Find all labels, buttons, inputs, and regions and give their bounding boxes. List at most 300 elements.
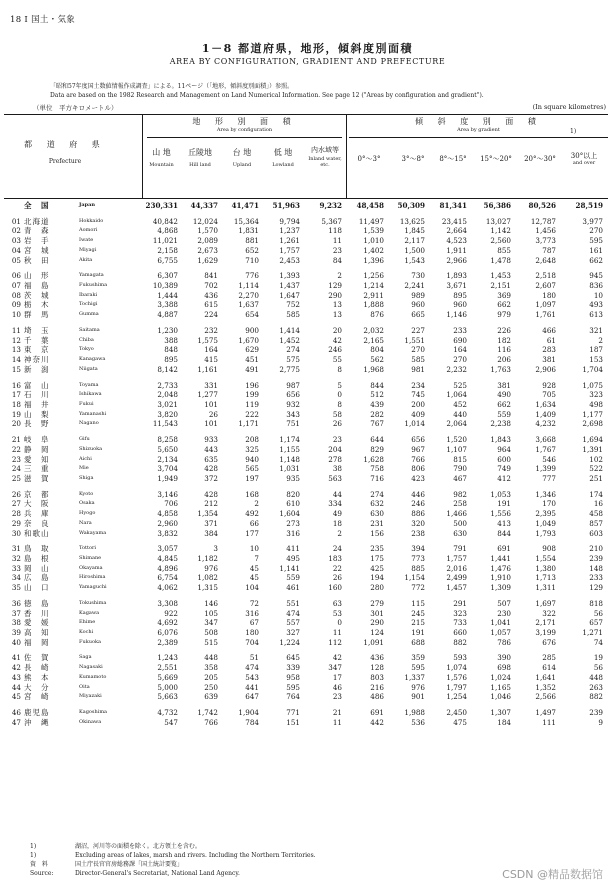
cell-value: 690: [453, 335, 467, 345]
cell-value: 230,331: [145, 201, 178, 210]
cell-value: 285: [542, 653, 556, 663]
col-inland-water: 内水域等 Inland water, etc.: [308, 146, 342, 169]
cell-value: 945: [589, 271, 603, 281]
cell-value: 278: [328, 454, 342, 464]
pref-name-en: Fukushima: [79, 282, 108, 289]
cell-value: 23: [332, 245, 342, 255]
cell-value: 282: [370, 409, 384, 419]
cell-value: 613: [589, 310, 603, 320]
cell-value: 105: [204, 608, 218, 618]
cell-value: 1,041: [490, 618, 511, 628]
table-body: [4, 201, 608, 728]
cell-value: 987: [286, 380, 300, 390]
cell-value: 411: [286, 544, 300, 554]
cell-value: 129: [328, 281, 342, 291]
cell-value: 347: [328, 663, 342, 673]
pref-name-ja: 栃 木: [24, 300, 50, 310]
cell-value: 1,315: [197, 583, 218, 593]
cell-value: 3,021: [157, 399, 178, 409]
cell-value: 559: [286, 573, 300, 583]
cell-value: 2,775: [279, 364, 300, 374]
cell-value: 1,539: [363, 226, 384, 236]
cell-value: 745: [411, 390, 425, 400]
pref-name-en: Oita: [79, 683, 90, 690]
cell-value: 180: [245, 628, 259, 638]
cell-value: 1,409: [535, 409, 556, 419]
cell-value: 446: [411, 489, 425, 499]
pref-name-ja: 福 島: [24, 281, 50, 291]
pref-code: 08: [11, 290, 21, 300]
cell-value: 818: [589, 598, 603, 608]
cell-value: 84: [332, 255, 342, 265]
cell-value: 1,074: [446, 663, 467, 673]
cell-value: 2,450: [446, 708, 467, 718]
cell-value: 67: [249, 618, 259, 628]
cell-value: 716: [370, 473, 384, 483]
cell-value: 886: [411, 509, 425, 519]
cell-value: 565: [245, 464, 259, 474]
cell-value: 428: [204, 489, 218, 499]
pref-code: 17: [11, 390, 21, 400]
cell-value: 1,214: [363, 281, 384, 291]
cell-value: 301: [370, 608, 384, 618]
cell-value: 908: [542, 544, 556, 554]
cell-value: 1,271: [582, 628, 603, 638]
cell-value: 2,673: [197, 245, 218, 255]
area-data-table: [4, 201, 608, 728]
cell-value: 40,842: [152, 216, 178, 226]
cell-value: 230: [497, 608, 511, 618]
cell-value: 702: [204, 281, 218, 291]
cell-value: 2,032: [363, 325, 384, 335]
cell-value: 441: [245, 682, 259, 692]
table-row: [4, 246, 608, 256]
pref-name-en: Aichi: [79, 455, 92, 462]
pref-name-ja: 鹿児島: [24, 708, 50, 718]
cell-value: 1,141: [279, 563, 300, 573]
cell-value: 3,671: [446, 281, 467, 291]
cell-value: 733: [453, 618, 467, 628]
cell-value: 1,148: [279, 454, 300, 464]
col-mountain: 山 地 Mountain: [149, 148, 174, 168]
cell-value: 2,664: [446, 226, 467, 236]
config-header-en: Area by configuration: [216, 126, 273, 133]
cell-value: 3,199: [535, 628, 556, 638]
cell-value: 11: [332, 717, 342, 727]
cell-value: 1,500: [404, 245, 425, 255]
cell-value: 15,364: [233, 216, 259, 226]
pref-name-en: Tokyo: [79, 346, 94, 353]
cell-value: 1,968: [363, 364, 384, 374]
cell-value: 639: [204, 692, 218, 702]
pref-name-ja: 鳥 取: [24, 544, 50, 554]
cell-value: 1,091: [363, 637, 384, 647]
cell-value: 210: [589, 544, 603, 554]
pref-name-ja: 長 崎: [24, 663, 50, 673]
cell-value: 2,395: [535, 509, 556, 519]
cell-value: 112: [328, 637, 342, 647]
table-row: [4, 599, 608, 609]
pref-name-ja: 岩 手: [24, 236, 50, 246]
cell-value: 23: [332, 435, 342, 445]
cell-value: 2,232: [446, 364, 467, 374]
cell-value: 1,647: [279, 290, 300, 300]
cell-value: 3: [213, 544, 218, 554]
cell-value: 1,845: [404, 226, 425, 236]
pref-name-ja: 山 梨: [24, 409, 50, 419]
cell-value: 764: [286, 692, 300, 702]
pref-name-en: Okayama: [79, 564, 103, 571]
cell-value: 334: [328, 499, 342, 509]
pref-code: 10: [11, 310, 21, 320]
cell-value: 56: [593, 608, 603, 618]
cell-value: 614: [542, 663, 556, 673]
cell-value: 4,858: [157, 509, 178, 519]
table-row: [4, 519, 608, 529]
cell-value: 1,576: [446, 672, 467, 682]
pref-code: 34: [11, 573, 21, 583]
cell-value: 42: [332, 653, 342, 663]
cell-value: 191: [411, 628, 425, 638]
cell-value: 595: [286, 682, 300, 692]
cell-value: 8,258: [157, 435, 178, 445]
watermark: CSDN @精品数据馆: [502, 868, 603, 881]
cell-value: 758: [370, 464, 384, 474]
cell-value: 331: [204, 380, 218, 390]
pref-name-ja: 佐 賀: [24, 653, 50, 663]
gradient-group-rule: [349, 137, 608, 138]
cell-value: 263: [589, 682, 603, 692]
table-row: [4, 310, 608, 320]
cell-value: 6,076: [157, 628, 178, 638]
pref-name-en: Aomori: [79, 227, 98, 234]
cell-value: 3,668: [535, 435, 556, 445]
table-row: [4, 663, 608, 673]
cell-value: 940: [245, 454, 259, 464]
pref-code: 35: [11, 583, 21, 593]
pref-name-ja: 奈 良: [24, 518, 50, 528]
pref-name-en: Niigata: [79, 365, 98, 372]
pref-name-en: Gifu: [79, 436, 90, 443]
cell-value: 234: [411, 380, 425, 390]
cell-value: 1,637: [238, 300, 259, 310]
cell-value: 1,742: [197, 708, 218, 718]
cell-value: 1,911: [446, 245, 467, 255]
cell-value: 4,896: [157, 563, 178, 573]
cell-value: 932: [286, 399, 300, 409]
cell-value: 3,704: [157, 464, 178, 474]
cell-value: 660: [453, 628, 467, 638]
cell-value: 191: [497, 499, 511, 509]
pref-name-ja: 高 知: [24, 628, 50, 638]
cell-value: 2,551: [157, 663, 178, 673]
cell-value: 557: [286, 618, 300, 628]
pref-name-en: Ehime: [79, 619, 96, 626]
cell-value: 4,692: [157, 618, 178, 628]
pref-code: 03: [11, 236, 21, 246]
table-row: [4, 419, 608, 429]
pref-name-ja: 大 分: [24, 682, 50, 692]
cell-value: 829: [370, 444, 384, 454]
cell-value: 1,444: [157, 290, 178, 300]
cell-value: 1,456: [535, 226, 556, 236]
table-row: [4, 256, 608, 266]
pref-name-en: Kanagawa: [79, 356, 106, 363]
cell-value: 1,629: [197, 255, 218, 265]
cell-value: 200: [411, 399, 425, 409]
pref-code: 06: [11, 271, 21, 281]
cell-value: 3,146: [157, 489, 178, 499]
cell-value: 522: [589, 464, 603, 474]
pref-code: 37: [11, 608, 21, 618]
table-row: [4, 271, 608, 281]
table-row: [4, 544, 608, 554]
cell-value: 928: [542, 380, 556, 390]
col-lowland: 低 地 Lowland: [272, 148, 294, 168]
cell-value: 72: [249, 598, 259, 608]
cell-value: 46: [332, 682, 342, 692]
cell-value: 48,458: [356, 201, 384, 210]
cell-value: 205: [204, 672, 218, 682]
cell-value: 551: [286, 598, 300, 608]
cell-value: 146: [204, 598, 218, 608]
cell-value: 895: [453, 290, 467, 300]
cell-value: 1,311: [535, 583, 556, 593]
cell-value: 58: [332, 409, 342, 419]
pref-code: 02: [11, 226, 21, 236]
cell-value: 710: [245, 255, 259, 265]
cell-value: 358: [204, 663, 218, 673]
pref-code: 38: [11, 618, 21, 628]
cell-value: 233: [453, 325, 467, 335]
cell-value: 1,414: [279, 325, 300, 335]
cell-value: 101: [204, 419, 218, 429]
cell-value: 175: [370, 554, 384, 563]
cell-value: 323: [453, 608, 467, 618]
cell-value: 1,053: [490, 489, 511, 499]
cell-value: 425: [370, 563, 384, 573]
config-header: [147, 117, 342, 133]
table-row: [4, 400, 608, 410]
cell-value: 53: [332, 608, 342, 618]
cell-value: 1,146: [446, 310, 467, 320]
cell-value: 118: [328, 226, 342, 236]
table-row: [4, 509, 608, 519]
cell-value: 1,097: [535, 300, 556, 310]
pref-code: 41: [11, 653, 21, 663]
cell-value: 381: [497, 380, 511, 390]
pref-name-en: Kagoshima: [79, 709, 108, 716]
cell-value: 197: [245, 473, 259, 483]
cell-value: 1,237: [279, 226, 300, 236]
table-row: [4, 217, 608, 227]
cell-value: 652: [245, 245, 259, 255]
cell-value: 495: [286, 554, 300, 563]
cell-value: 1,767: [535, 444, 556, 454]
pref-name-en: Miyazaki: [79, 693, 102, 700]
cell-value: 691: [370, 708, 384, 718]
table-row: [4, 474, 608, 484]
cell-value: 42: [332, 335, 342, 345]
cell-value: 4,732: [157, 708, 178, 718]
cell-value: 251: [589, 473, 603, 483]
cell-value: 751: [286, 419, 300, 429]
cell-value: 316: [286, 528, 300, 538]
cell-value: 22: [332, 563, 342, 573]
unit-label-ja: （単位 平方キロメートル）: [33, 104, 118, 112]
cell-value: 657: [589, 618, 603, 628]
cell-value: 409: [411, 409, 425, 419]
cell-value: 1,888: [363, 300, 384, 310]
cell-value: 291: [453, 598, 467, 608]
cell-value: 2,453: [279, 255, 300, 265]
header-divider: [346, 115, 347, 198]
pref-code: 05: [11, 255, 21, 265]
cell-value: 1,543: [404, 255, 425, 265]
cell-value: 440: [453, 409, 467, 419]
cell-value: 2,064: [446, 419, 467, 429]
cell-value: 1,575: [197, 335, 218, 345]
cell-value: 323: [589, 390, 603, 400]
cell-value: 56,386: [483, 201, 511, 210]
cell-value: 280: [370, 583, 384, 593]
cell-value: 1,904: [238, 708, 259, 718]
cell-value: 115: [411, 598, 425, 608]
col-hill: 丘陵地 Hill land: [188, 148, 212, 168]
pref-name-ja: 香 川: [24, 608, 50, 618]
cell-value: 1,155: [279, 444, 300, 454]
cell-value: 635: [204, 454, 218, 464]
cell-value: 339: [286, 663, 300, 673]
cell-value: 691: [497, 544, 511, 554]
cell-value: 2,499: [446, 573, 467, 583]
pref-name-en: Kagawa: [79, 609, 100, 616]
cell-value: 508: [204, 628, 218, 638]
cell-value: 1,988: [404, 708, 425, 718]
cell-value: 102: [589, 454, 603, 464]
cell-value: 1,352: [535, 682, 556, 692]
pref-name-en: Ibaraki: [79, 291, 98, 298]
cell-value: 933: [204, 435, 218, 445]
cell-value: 2,648: [535, 255, 556, 265]
cell-value: 525: [453, 380, 467, 390]
cell-value: 160: [328, 583, 342, 593]
cell-value: 0: [337, 390, 342, 400]
cell-value: 474: [245, 663, 259, 673]
pref-code: 07: [11, 281, 21, 291]
pref-name-en: Kochi: [79, 629, 94, 636]
cell-value: 2,560: [490, 236, 511, 246]
cell-value: 4,845: [157, 554, 178, 563]
cell-value: 1,478: [490, 255, 511, 265]
cell-value: 5,000: [157, 682, 178, 692]
cell-value: 559: [497, 409, 511, 419]
cell-value: 935: [286, 473, 300, 483]
cell-value: 1,346: [535, 489, 556, 499]
cell-value: 321: [589, 325, 603, 335]
cell-value: 2,171: [535, 618, 556, 628]
cell-value: 1,174: [279, 435, 300, 445]
cell-value: 13,625: [399, 216, 425, 226]
cell-value: 595: [589, 236, 603, 246]
pref-name-en: Shizuoka: [79, 445, 103, 452]
cell-value: 439: [370, 399, 384, 409]
table-row: [4, 708, 608, 718]
cell-value: 656: [411, 435, 425, 445]
col-grad-30-over: 30°以上 and over: [570, 152, 598, 167]
cell-value: 1,165: [490, 682, 511, 692]
cell-value: 6,754: [157, 573, 178, 583]
cell-value: 129: [589, 583, 603, 593]
pref-code: 21: [11, 435, 21, 445]
cell-value: 24: [332, 544, 342, 554]
cell-value: 1,761: [535, 310, 556, 320]
footnote-line: 資 料 国土庁長官官房総務課「国土統計要覧」: [30, 861, 184, 868]
cell-value: 585: [286, 310, 300, 320]
pref-name-en: Tokushima: [79, 599, 107, 606]
footnote-line: 1) Excluding areas of lakes, marsh and rivers. Including the Northern Territories.: [30, 852, 316, 859]
cell-value: 776: [245, 271, 259, 281]
pref-code: 47: [11, 717, 21, 727]
cell-value: 1,182: [197, 554, 218, 563]
cell-value: 848: [164, 345, 178, 355]
cell-value: 270: [589, 226, 603, 236]
cell-value: 388: [164, 335, 178, 345]
cell-value: 5,650: [157, 444, 178, 454]
pref-code: 24: [11, 464, 21, 474]
cell-value: 1,604: [279, 509, 300, 519]
cell-value: 536: [411, 717, 425, 727]
cell-value: 1,453: [490, 271, 511, 281]
cell-value: 21: [332, 708, 342, 718]
pref-code: 18: [11, 399, 21, 409]
cell-value: 246: [328, 345, 342, 355]
cell-value: 1,057: [490, 628, 511, 638]
cell-value: 1,049: [535, 518, 556, 528]
pref-name-ja: 福 岡: [24, 637, 50, 647]
table-row: [4, 464, 608, 474]
cell-value: 855: [497, 245, 511, 255]
cell-value: 1,452: [279, 335, 300, 345]
col-grad-8-15: 8°～15°: [439, 155, 467, 163]
col-grad-3-8: 3°～8°: [401, 155, 425, 163]
cell-value: 290: [370, 618, 384, 628]
cell-value: 1,261: [279, 236, 300, 246]
cell-value: 749: [497, 464, 511, 474]
cell-value: 766: [411, 454, 425, 464]
cell-value: 804: [370, 345, 384, 355]
cell-value: 498: [589, 399, 603, 409]
cell-value: 1,670: [238, 335, 259, 345]
pref-name-ja: 群 馬: [24, 310, 50, 320]
cell-value: 1,277: [197, 390, 218, 400]
cell-value: 1,520: [446, 435, 467, 445]
cell-value: 325: [245, 444, 259, 454]
cell-value: 2,911: [363, 290, 384, 300]
pref-name-ja: 滋 賀: [24, 473, 50, 483]
table-row: [4, 435, 608, 445]
cell-value: 239: [589, 708, 603, 718]
cell-value: 372: [204, 473, 218, 483]
table-row: [4, 281, 608, 291]
cell-value: 1,380: [535, 563, 556, 573]
cell-value: 467: [453, 473, 467, 483]
pref-name-ja: 大 阪: [24, 499, 50, 509]
cell-value: 224: [204, 310, 218, 320]
cell-value: 26: [208, 409, 218, 419]
cell-value: 104: [245, 583, 259, 593]
cell-value: 2,016: [446, 563, 467, 573]
